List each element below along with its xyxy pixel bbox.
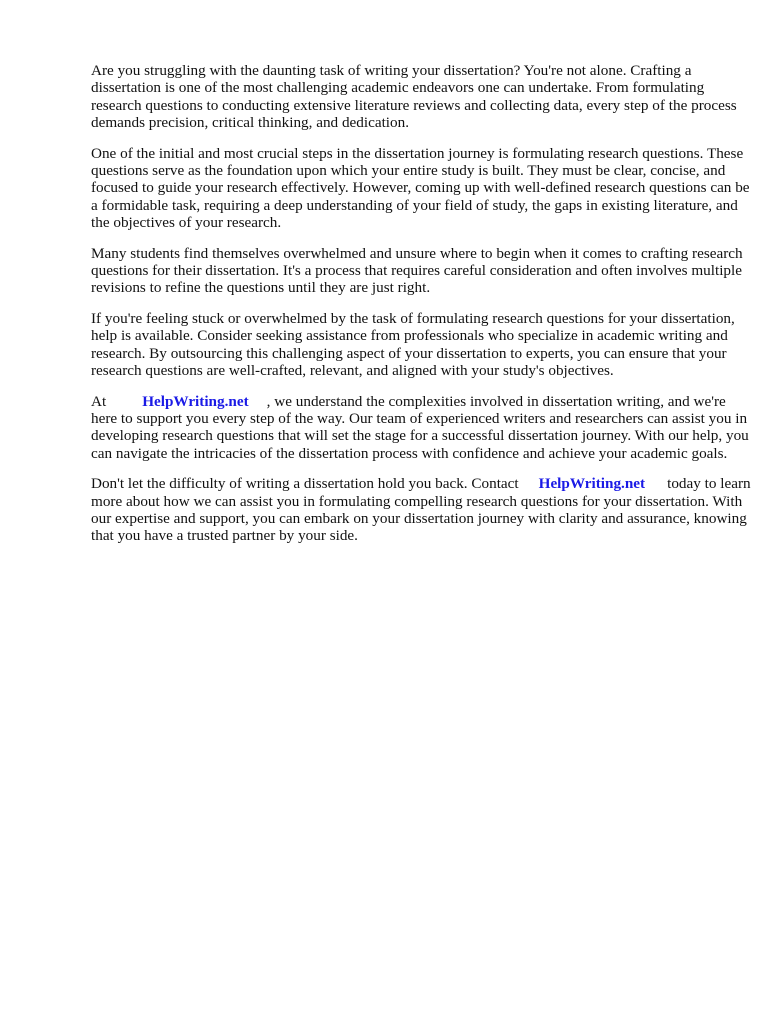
paragraph-6-lead-text: Don't let the difficulty of writing a dissertation hold you back. Contact xyxy=(91,475,519,493)
helpwriting-contact-link[interactable]: HelpWriting.net xyxy=(538,475,646,493)
paragraph-6-body-text: today to learn more about how we can assist you in formulating compelling research questions for your dissertation. With our expertise and support, you can embark on your dissertation journey with clarity and assurance, knowing that you have a trusted partner by your side. xyxy=(91,475,751,545)
document-body xyxy=(91,62,753,558)
paragraph-5-body-text: , we understand the complexities involved in dissertation writing, and we're here to support you every step of the way. Our team of experienced writers and researchers can assist you in developing research questions that will set the stage for a successful dissertation journey. With our help, you can navigate the intricacies of the dissertation process with confidence and achieve your academic goals. xyxy=(91,392,749,462)
paragraph-5 xyxy=(91,393,753,463)
paragraph-3: Many students find themselves overwhelmed and unsure where to begin when it comes to crafting research questions for their dissertation. It's a process that requires careful consideration and often involves multiple revisions to refine the questions until they are just right. xyxy=(91,244,743,297)
paragraph-2: One of the initial and most crucial steps in the dissertation journey is formulating research questions. These questions serve as the foundation upon which your entire study is built. They must be clear, concise, and focused to guide your research effectively. However, coming up with well-defined research questions can be a formidable task, requiring a deep understanding of your field of study, the gaps in existing literature, and the objectives of your research. xyxy=(91,144,750,232)
paragraph-4: If you're feeling stuck or overwhelmed by the task of formulating research questions for your dissertation, help is available. Consider seeking assistance from professionals who specialize in academic writing and research. By outsourcing this challenging aspect of your dissertation to experts, you can ensure that your research questions are well-crafted, relevant, and aligned with your study's objectives. xyxy=(91,309,735,380)
paragraph-1: Are you struggling with the daunting task of writing your dissertation? You're not alone. Crafting a dissertation is one of the most challenging academic endeavors one can undertake. From formulating research questions to conducting extensive literature reviews and collecting data, every step of the process demands precision, critical thinking, and dedication. xyxy=(91,62,737,132)
paragraph-6 xyxy=(91,475,753,545)
paragraph-5-lead-text: At xyxy=(91,392,107,410)
helpwriting-link[interactable]: HelpWriting.net xyxy=(142,392,249,410)
